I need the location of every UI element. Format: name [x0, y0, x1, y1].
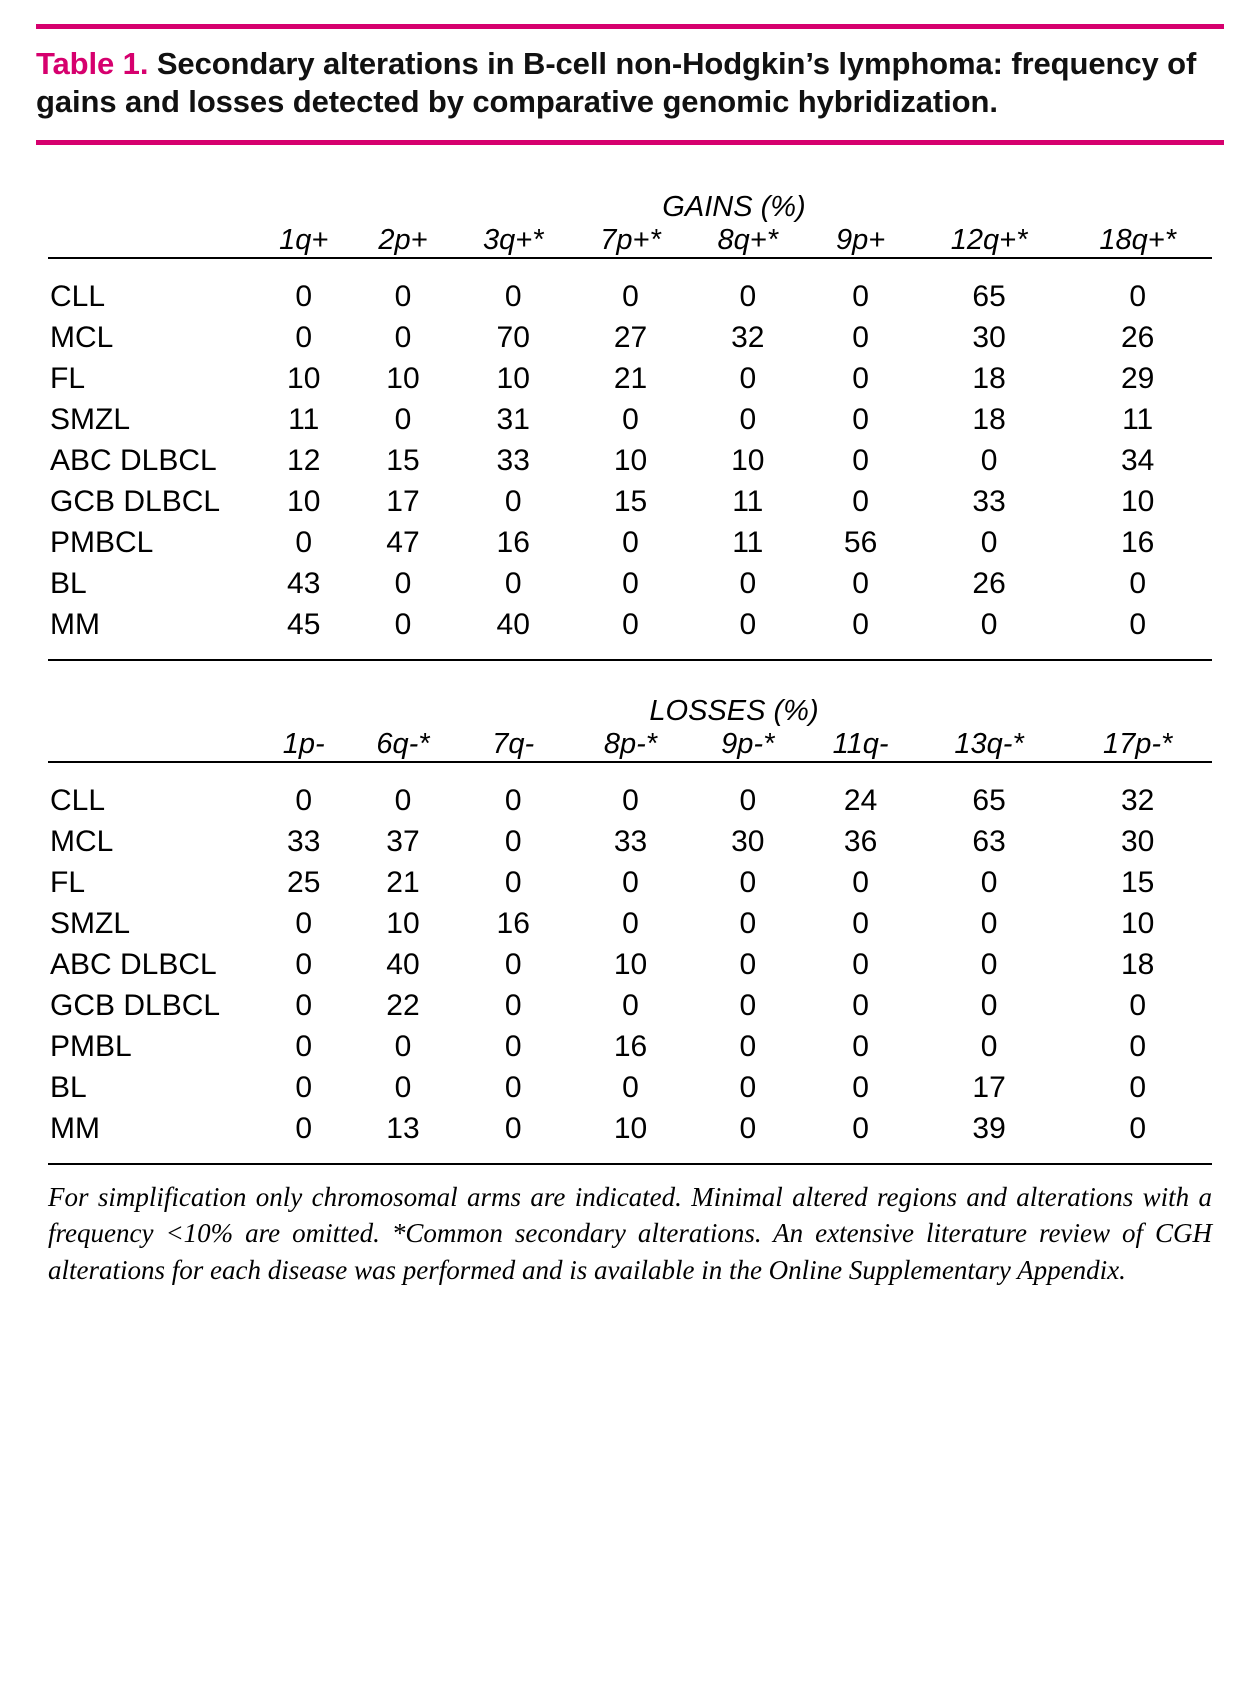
table-cell: 32	[1120, 784, 1155, 818]
row-label: BL	[50, 566, 87, 600]
table-cell: 0	[852, 1029, 869, 1063]
column-header: 1p-	[282, 727, 325, 760]
table-cell: 65	[972, 280, 1006, 314]
table-row	[48, 863, 1212, 904]
table-cell: 0	[504, 484, 522, 518]
table-cell: 30	[1120, 825, 1155, 859]
table-cell: 0	[394, 607, 412, 641]
table-cell: 0	[394, 280, 412, 314]
table-cell: 24	[843, 784, 878, 818]
table-cell: 0	[622, 280, 639, 314]
column-header: 7q-	[492, 727, 535, 760]
table-cell: 16	[496, 525, 530, 559]
table-cell: 0	[739, 907, 757, 941]
table-cell: 0	[504, 1070, 522, 1104]
table-row	[48, 359, 1212, 400]
table-cell: 0	[295, 280, 313, 314]
row-label: MM	[50, 1111, 100, 1145]
table-cell: 0	[852, 607, 869, 641]
table-cell: 10	[386, 907, 420, 941]
table-cell: 0	[852, 1111, 869, 1145]
table-cell: 0	[622, 525, 639, 559]
column-header-row	[48, 728, 1212, 762]
section-bottom-rule	[48, 1164, 1212, 1165]
table-cell: 0	[852, 443, 869, 477]
table-row	[48, 1108, 1212, 1149]
section-heading: LOSSES (%)	[649, 694, 819, 727]
table-cell: 0	[739, 280, 757, 314]
table-cell: 0	[739, 566, 757, 600]
section-bottom-gap	[48, 1149, 1212, 1164]
table-cell: 12	[287, 443, 321, 477]
table-cell: 0	[295, 1111, 313, 1145]
table-cell: 0	[394, 321, 412, 355]
table-cell: 0	[394, 403, 412, 437]
table-cell: 22	[386, 988, 420, 1022]
data-table-wrapper	[36, 191, 1224, 1165]
table-cell: 27	[613, 321, 648, 355]
table-cell: 13	[386, 1111, 420, 1145]
column-header: 13q-*	[954, 727, 1024, 760]
table-cell: 0	[1129, 1029, 1147, 1063]
table-cell: 0	[394, 784, 412, 818]
table-cell: 0	[852, 280, 869, 314]
row-label: ABC DLBCL	[50, 443, 217, 477]
table-cell: 0	[980, 988, 998, 1022]
table-cell: 0	[739, 947, 757, 981]
row-label: FL	[50, 866, 86, 900]
table-cell: 45	[287, 607, 321, 641]
table-cell: 40	[386, 947, 420, 981]
cgh-table	[48, 191, 1212, 1165]
table-cell: 31	[496, 403, 530, 437]
row-label: CLL	[50, 280, 106, 314]
table-cell: 0	[739, 866, 757, 900]
table-cell: 17	[386, 484, 420, 518]
table-cell: 0	[980, 443, 998, 477]
table-cell: 26	[1120, 321, 1155, 355]
header-rule-gap	[48, 259, 1212, 277]
table-cell: 0	[622, 607, 639, 641]
table-cell: 11	[732, 525, 764, 559]
column-header: 7p+*	[600, 223, 661, 256]
row-label: BL	[50, 1070, 87, 1104]
table-cell: 37	[386, 825, 420, 859]
column-header-blank	[48, 224, 256, 258]
section-heading: GAINS (%)	[662, 190, 806, 223]
table-cell: 0	[739, 784, 757, 818]
table-cell: 0	[504, 866, 522, 900]
table-cell: 63	[972, 825, 1006, 859]
table-cell: 0	[852, 566, 869, 600]
table-cell: 29	[1120, 362, 1155, 396]
table-cell: 0	[622, 784, 639, 818]
table-cell: 47	[386, 525, 420, 559]
table-row	[48, 1067, 1212, 1108]
table-row	[48, 481, 1212, 522]
column-header: 8q+*	[717, 223, 779, 256]
table-cell: 0	[504, 1029, 522, 1063]
table-cell: 18	[972, 403, 1006, 437]
table-cell: 43	[287, 566, 321, 600]
table-row	[48, 604, 1212, 645]
table-cell: 0	[1129, 607, 1147, 641]
table-row	[48, 522, 1212, 563]
table-footnote: For simplification only chromosomal arms are indicated. Minimal altered regions and alterations with a frequency <10% are omitted. *Common secondary alterations. An extensive literature review of CGH alterations for each disease was performed and is available in the Online Supplementary Appendix.	[48, 1181, 1212, 1285]
table-cell: 10	[287, 362, 321, 396]
table-cell: 0	[295, 947, 313, 981]
table-cell: 0	[504, 825, 522, 859]
column-header-blank	[48, 728, 256, 762]
table-cell: 10	[731, 443, 765, 477]
table-cell: 0	[980, 947, 998, 981]
table-cell: 0	[852, 403, 869, 437]
table-cell: 16	[496, 907, 530, 941]
table-row	[48, 904, 1212, 945]
table-cell: 26	[972, 566, 1006, 600]
table-cell: 10	[496, 362, 530, 396]
table-cell: 33	[972, 484, 1006, 518]
table-cell: 25	[287, 866, 321, 900]
table-cell: 0	[295, 321, 313, 355]
table-cell: 0	[504, 566, 522, 600]
table-cell: 0	[739, 1029, 757, 1063]
column-header: 12q+*	[950, 223, 1028, 256]
table-cell: 17	[972, 1070, 1006, 1104]
table-cell: 0	[295, 1029, 313, 1063]
column-header-row	[48, 224, 1212, 258]
row-label: ABC DLBCL	[50, 947, 217, 981]
table-cell: 0	[622, 403, 639, 437]
table-cell: 10	[1120, 907, 1155, 941]
table-cell: 33	[613, 825, 648, 859]
table-cell: 30	[972, 321, 1006, 355]
section-heading-spacer	[48, 191, 256, 224]
table-cell: 0	[295, 988, 313, 1022]
row-label: MCL	[50, 321, 114, 355]
column-header: 18q+*	[1099, 223, 1176, 256]
table-cell: 0	[739, 362, 757, 396]
table-cell: 0	[622, 566, 639, 600]
table-cell: 10	[613, 1111, 648, 1145]
table-cell: 0	[622, 866, 639, 900]
section-heading-row	[48, 695, 1212, 728]
section-heading-row	[48, 191, 1212, 224]
table-cell: 16	[613, 1029, 648, 1063]
section-bottom-gap	[48, 645, 1212, 660]
table-cell: 10	[613, 443, 648, 477]
row-label: FL	[50, 362, 86, 396]
table-cell: 0	[852, 907, 869, 941]
table-cell: 0	[980, 1029, 998, 1063]
table-cell: 15	[613, 484, 648, 518]
table-cell: 11	[732, 484, 764, 518]
row-label: PMBL	[50, 1029, 132, 1063]
table-cell: 11	[288, 403, 320, 437]
table-cell: 10	[613, 947, 648, 981]
header-rule-gap	[48, 763, 1212, 781]
column-header: 3q+*	[482, 223, 544, 256]
table-cell: 0	[295, 1070, 313, 1104]
column-header: 6q-*	[376, 727, 430, 760]
row-label: SMZL	[50, 907, 131, 941]
table-cell: 0	[739, 1070, 757, 1104]
table-cell: 0	[394, 566, 412, 600]
column-header: 17p-*	[1103, 727, 1173, 760]
table-cell: 0	[394, 1029, 412, 1063]
table-cell: 0	[1129, 988, 1147, 1022]
table-cell: 0	[980, 866, 998, 900]
table-cell: 0	[739, 403, 757, 437]
table-row	[48, 1026, 1212, 1067]
table-cell: 0	[852, 988, 869, 1022]
table-row	[48, 822, 1212, 863]
table-row	[48, 985, 1212, 1026]
table-cell: 0	[504, 784, 522, 818]
table-cell: 0	[504, 947, 522, 981]
table-number: Table 1.	[36, 46, 149, 81]
table-cell: 15	[1120, 866, 1155, 900]
title-bottom-rule	[36, 140, 1224, 145]
table-cell: 40	[496, 607, 530, 641]
table-cell: 0	[1129, 566, 1147, 600]
table-cell: 36	[843, 825, 878, 859]
table-cell: 0	[739, 1111, 757, 1145]
table-row	[48, 781, 1212, 822]
table-cell: 10	[1120, 484, 1155, 518]
table-cell: 39	[972, 1111, 1006, 1145]
top-rule	[36, 24, 1224, 29]
table-cell: 0	[852, 947, 869, 981]
table-caption: Secondary alterations in B-cell non-Hodgkin’s lymphoma: frequency of gains and losses detected by comparative genomic hybridization.	[36, 46, 1197, 120]
table-cell: 0	[980, 907, 998, 941]
table-cell: 15	[386, 443, 420, 477]
table-cell: 21	[386, 866, 420, 900]
table-cell: 10	[287, 484, 321, 518]
column-header: 2p+	[378, 223, 428, 256]
table-cell: 33	[496, 443, 530, 477]
table-row	[48, 277, 1212, 318]
table-row	[48, 318, 1212, 359]
table-figure	[0, 24, 1260, 1698]
table-row	[48, 563, 1212, 604]
table-cell: 0	[394, 1070, 412, 1104]
table-cell: 0	[739, 607, 757, 641]
table-cell: 0	[1129, 1070, 1147, 1104]
table-cell: 0	[980, 525, 998, 559]
table-cell: 0	[622, 1070, 639, 1104]
table-cell: 70	[496, 321, 530, 355]
table-cell: 0	[504, 280, 522, 314]
table-cell: 0	[295, 525, 313, 559]
table-cell: 32	[731, 321, 765, 355]
table-cell: 18	[1120, 947, 1155, 981]
table-cell: 0	[1129, 1111, 1147, 1145]
column-header: 11q-	[832, 727, 889, 760]
table-cell: 10	[386, 362, 420, 396]
section-heading-spacer	[48, 695, 256, 728]
table-cell: 0	[980, 607, 998, 641]
table-row	[48, 944, 1212, 985]
table-cell: 0	[295, 907, 313, 941]
table-cell: 56	[843, 525, 878, 559]
table-row	[48, 400, 1212, 441]
table-cell: 0	[852, 362, 869, 396]
section-gap	[48, 661, 1212, 695]
column-header: 8p-*	[603, 727, 658, 760]
table-cell: 0	[622, 907, 639, 941]
table-cell: 65	[972, 784, 1006, 818]
table-cell: 0	[852, 866, 869, 900]
table-cell: 30	[731, 825, 765, 859]
table-cell: 0	[852, 321, 869, 355]
column-header: 9p+	[836, 223, 886, 256]
row-label: CLL	[50, 784, 106, 818]
table-cell: 34	[1120, 443, 1155, 477]
row-label: GCB DLBCL	[50, 988, 221, 1022]
row-label: MCL	[50, 825, 114, 859]
column-header: 1q+	[279, 223, 329, 256]
column-header: 9p-*	[721, 727, 775, 760]
table-row	[48, 440, 1212, 481]
table-cell: 0	[739, 988, 757, 1022]
table-cell: 33	[287, 825, 321, 859]
table-cell: 0	[852, 1070, 869, 1104]
table-cell: 0	[622, 988, 639, 1022]
row-label: PMBCL	[50, 525, 154, 559]
table-cell: 21	[613, 362, 648, 396]
table-cell: 0	[504, 1111, 522, 1145]
table-cell: 0	[504, 988, 522, 1022]
row-label: MM	[50, 607, 100, 641]
row-label: SMZL	[50, 403, 131, 437]
table-cell: 0	[1129, 280, 1147, 314]
table-cell: 18	[972, 362, 1006, 396]
table-cell: 11	[1122, 403, 1154, 437]
table-cell: 16	[1120, 525, 1155, 559]
row-label: GCB DLBCL	[50, 484, 221, 518]
page-title	[36, 45, 1224, 122]
table-cell: 0	[295, 784, 313, 818]
table-cell: 0	[852, 484, 869, 518]
